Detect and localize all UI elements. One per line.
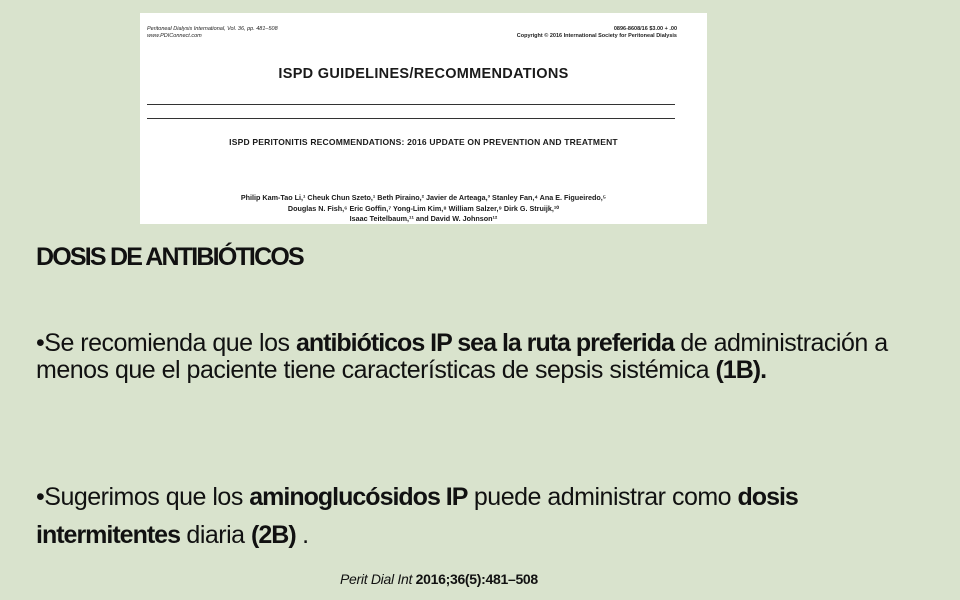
- paper-authors: [140, 193, 707, 225]
- bullet-text: Sugerimos que los: [44, 483, 250, 511]
- bullet-text: .: [295, 521, 309, 549]
- citation-journal: Perit Dial Int: [340, 571, 413, 587]
- author-line: Douglas N. Fish,⁶ Eric Goffin,⁷ Yong-Lim Kim,⁸ William Salzer,⁹ Dirk G. Struijk,¹⁰: [287, 203, 560, 213]
- bullet-text: Se recomienda que los: [44, 329, 296, 357]
- divider: [147, 104, 675, 105]
- journal-website: www.PDIConnect.com: [147, 33, 202, 39]
- bullet-recommendation-1: [36, 330, 926, 384]
- citation-ref: 2016;36(5):481–508: [412, 571, 538, 587]
- paper-title: ISPD PERITONITIS RECOMMENDATIONS: 2016 UPDATE ON PREVENTION AND TREATMENT: [229, 137, 618, 147]
- author-line: Philip Kam-Tao Li,¹ Cheuk Chun Szeto,¹ Beth Piraino,² Javier de Arteaga,³ Stanley Fan,⁴ Ana E. Figueiredo,⁵: [240, 193, 607, 202]
- bullet-emphasis: dosis intermitentes: [36, 483, 798, 549]
- paper-header-image: [140, 13, 707, 224]
- section-heading: DOSIS DE ANTIBIÓTICOS: [36, 243, 303, 271]
- bullet-marker: •: [36, 483, 45, 511]
- copyright-line: Copyright © 2016 International Society for Peritoneal Dialysis: [516, 33, 677, 39]
- journal-meta: [147, 26, 278, 40]
- bullet-emphasis: antibióticos IP sea la ruta preferida: [295, 329, 674, 357]
- bullet-emphasis: aminoglucósidos IP: [249, 483, 468, 511]
- bullet-text: de administración a menos que el paciente tiene características de sepsis sistémica: [36, 329, 888, 384]
- bullet-recommendation-2: [36, 478, 926, 554]
- journal-line: Peritoneal Dialysis International, Vol. 36, pp. 481–508: [147, 26, 278, 32]
- citation: [340, 571, 538, 587]
- code-line: 0896-8608/16 $3.00 + .00: [613, 26, 677, 32]
- copyright-meta: [517, 26, 677, 40]
- author-line: Isaac Teitelbaum,¹¹ and David W. Johnson¹²: [349, 214, 498, 223]
- paper-kicker: ISPD GUIDELINES/RECOMMENDATIONS: [278, 66, 569, 82]
- bullet-marker: •: [36, 329, 45, 357]
- bullet-text: diaria: [179, 521, 252, 549]
- bullet-text: puede administrar como: [467, 483, 738, 511]
- evidence-grade: (2B): [251, 521, 296, 549]
- divider: [147, 118, 675, 119]
- evidence-grade: (1B).: [715, 356, 767, 384]
